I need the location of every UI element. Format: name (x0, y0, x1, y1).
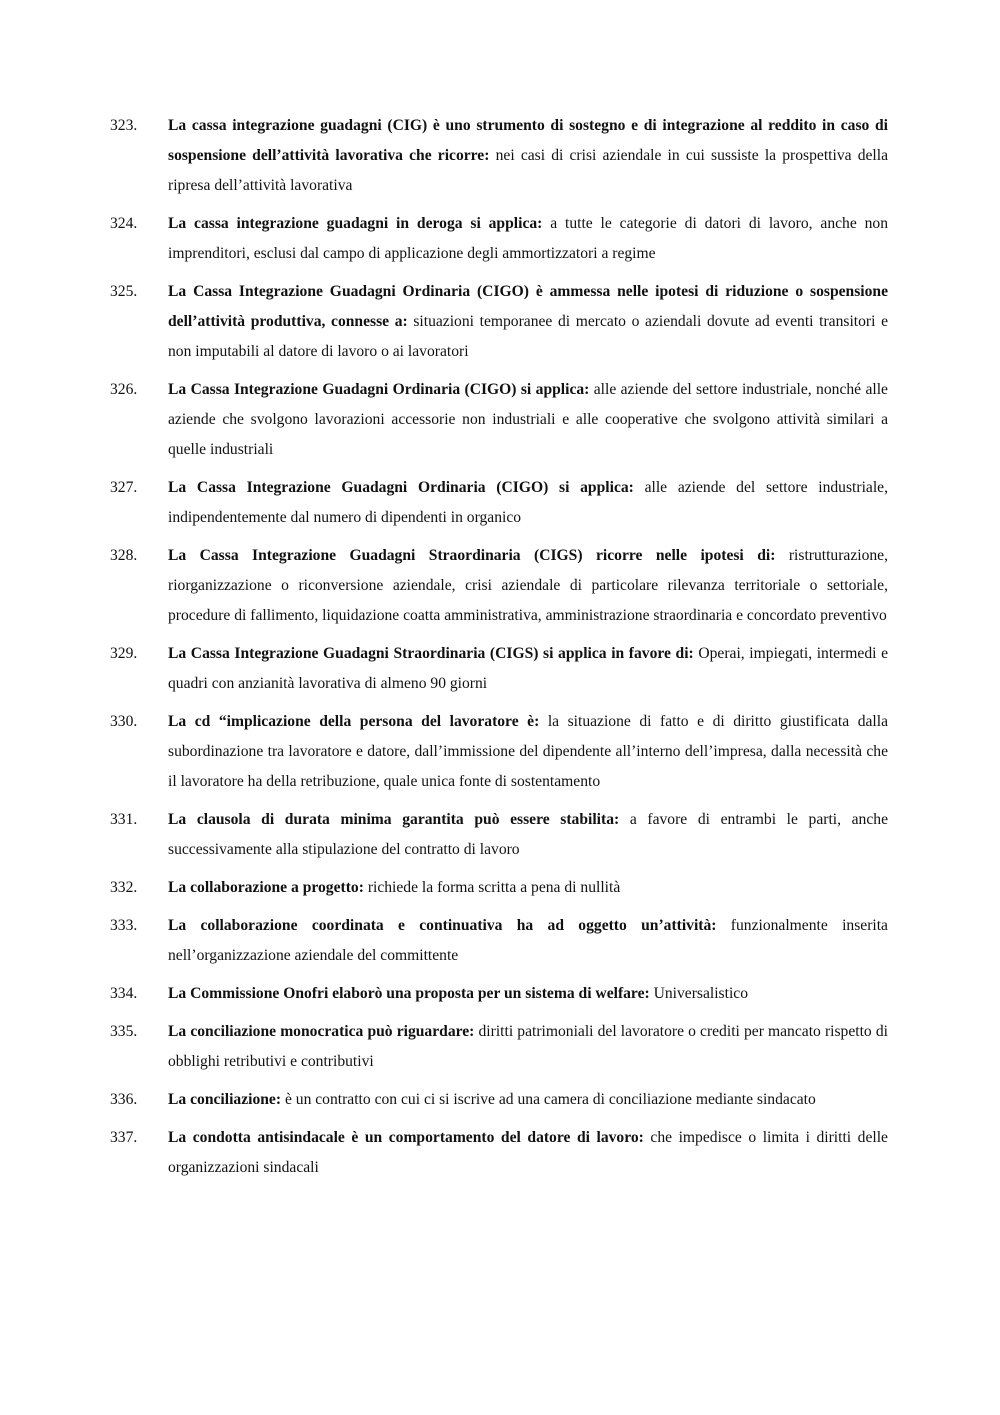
list-item (110, 873, 888, 903)
item-number: 333. (110, 917, 138, 934)
list-item (110, 111, 888, 201)
list-item (110, 707, 888, 797)
item-number: 325. (110, 283, 138, 300)
list-item (110, 979, 888, 1009)
list-item (110, 1085, 888, 1115)
item-number: 329. (110, 645, 138, 662)
qa-list (110, 111, 888, 1191)
item-number: 327. (110, 479, 138, 496)
item-answer: nei casi di crisi aziendale in cui sussiste la prospettiva della ripresa dell’attività lavorativa (168, 147, 888, 194)
item-number: 335. (110, 1023, 138, 1040)
item-answer: a favore di entrambi le parti, anche successivamente alla stipulazione del contratto di lavoro (168, 811, 888, 858)
item-answer: Universalistico (653, 985, 749, 1002)
item-question: La Cassa Integrazione Guadagni Ordinaria (CIGO) è ammessa nelle ipotesi di riduzione o sospensione dell’attività produttiva, connesse a: (168, 283, 888, 330)
list-item (110, 209, 888, 269)
item-number: 336. (110, 1091, 138, 1108)
item-question: La conciliazione: (168, 1091, 282, 1108)
item-number: 332. (110, 879, 138, 896)
item-answer: Operai, impiegati, intermedi e quadri con anzianità lavorativa di almeno 90 giorni (168, 645, 888, 692)
list-item (110, 277, 888, 367)
item-question: La collaborazione coordinata e continuativa ha ad oggetto un’attività: (168, 917, 717, 934)
item-answer: a tutte le categorie di datori di lavoro, anche non imprenditori, esclusi dal campo di applicazione degli ammortizzatori a regime (168, 215, 888, 262)
item-answer: richiede la forma scritta a pena di nullità (367, 879, 621, 896)
item-question: La Commissione Onofri elaborò una proposta per un sistema di welfare: (168, 985, 650, 1002)
item-number: 323. (110, 117, 138, 134)
item-question: La collaborazione a progetto: (168, 879, 364, 896)
list-item (110, 911, 888, 971)
item-question: La Cassa Integrazione Guadagni Straordinaria (CIGS) si applica in favore di: (168, 645, 694, 662)
list-item (110, 1123, 888, 1183)
item-number: 331. (110, 811, 138, 828)
item-answer: situazioni temporanee di mercato o aziendali dovute ad eventi transitori e non imputabili al datore di lavoro o ai lavoratori (168, 313, 888, 360)
item-answer: funzionalmente inserita nell’organizzazione aziendale del committente (168, 917, 888, 964)
item-number: 326. (110, 381, 138, 398)
item-question: La cd “implicazione della persona del lavoratore è: (168, 713, 540, 730)
item-question: La cassa integrazione guadagni (CIG) è uno strumento di sostegno e di integrazione al reddito in caso di sospensione dell’attività lavorativa che ricorre: (168, 117, 888, 164)
list-item (110, 375, 888, 465)
list-item (110, 541, 888, 631)
item-number: 337. (110, 1129, 138, 1146)
item-answer: diritti patrimoniali del lavoratore o crediti per mancato rispetto di obblighi retributivi e contributivi (168, 1023, 888, 1070)
item-answer: ristrutturazione, riorganizzazione o riconversione aziendale, crisi aziendale di particolare rilevanza territoriale o settoriale, procedure di fallimento, liquidazione coatta amministrativa, amministrazione straordinaria e concordato preventivo (168, 547, 889, 624)
item-answer: è un contratto con cui ci si iscrive ad una camera di conciliazione mediante sindacato (284, 1091, 816, 1108)
list-item (110, 473, 888, 533)
item-answer: che impedisce o limita i diritti delle organizzazioni sindacali (168, 1129, 888, 1176)
list-item (110, 805, 888, 865)
item-number: 334. (110, 985, 138, 1002)
item-question: La condotta antisindacale è un comportamento del datore di lavoro: (168, 1129, 644, 1146)
item-answer: la situazione di fatto e di diritto giustificata dalla subordinazione tra lavoratore e datore, dall’immissione del dipendente all’interno dell’impresa, dalla necessità che il lavoratore ha della retribuzione, quale unica fonte di sostentamento (168, 713, 888, 790)
item-question: La Cassa Integrazione Guadagni Ordinaria (CIGO) si applica: (168, 479, 634, 496)
list-item (110, 1017, 888, 1077)
item-question: La clausola di durata minima garantita può essere stabilita: (168, 811, 620, 828)
list-item (110, 639, 888, 699)
item-question: La conciliazione monocratica può riguardare: (168, 1023, 475, 1040)
item-question: La cassa integrazione guadagni in deroga si applica: (168, 215, 543, 232)
item-number: 324. (110, 215, 138, 232)
item-number: 330. (110, 713, 138, 730)
item-question: La Cassa Integrazione Guadagni Straordinaria (CIGS) ricorre nelle ipotesi di: (168, 547, 776, 564)
item-number: 328. (110, 547, 138, 564)
item-answer: alle aziende del settore industriale, nonché alle aziende che svolgono lavorazioni accessorie non industriali e alle cooperative che svolgono attività similari a quelle industriali (168, 381, 888, 458)
item-question: La Cassa Integrazione Guadagni Ordinaria (CIGO) si applica: (168, 381, 590, 398)
item-answer: alle aziende del settore industriale, indipendentemente dal numero di dipendenti in organico (168, 479, 888, 526)
